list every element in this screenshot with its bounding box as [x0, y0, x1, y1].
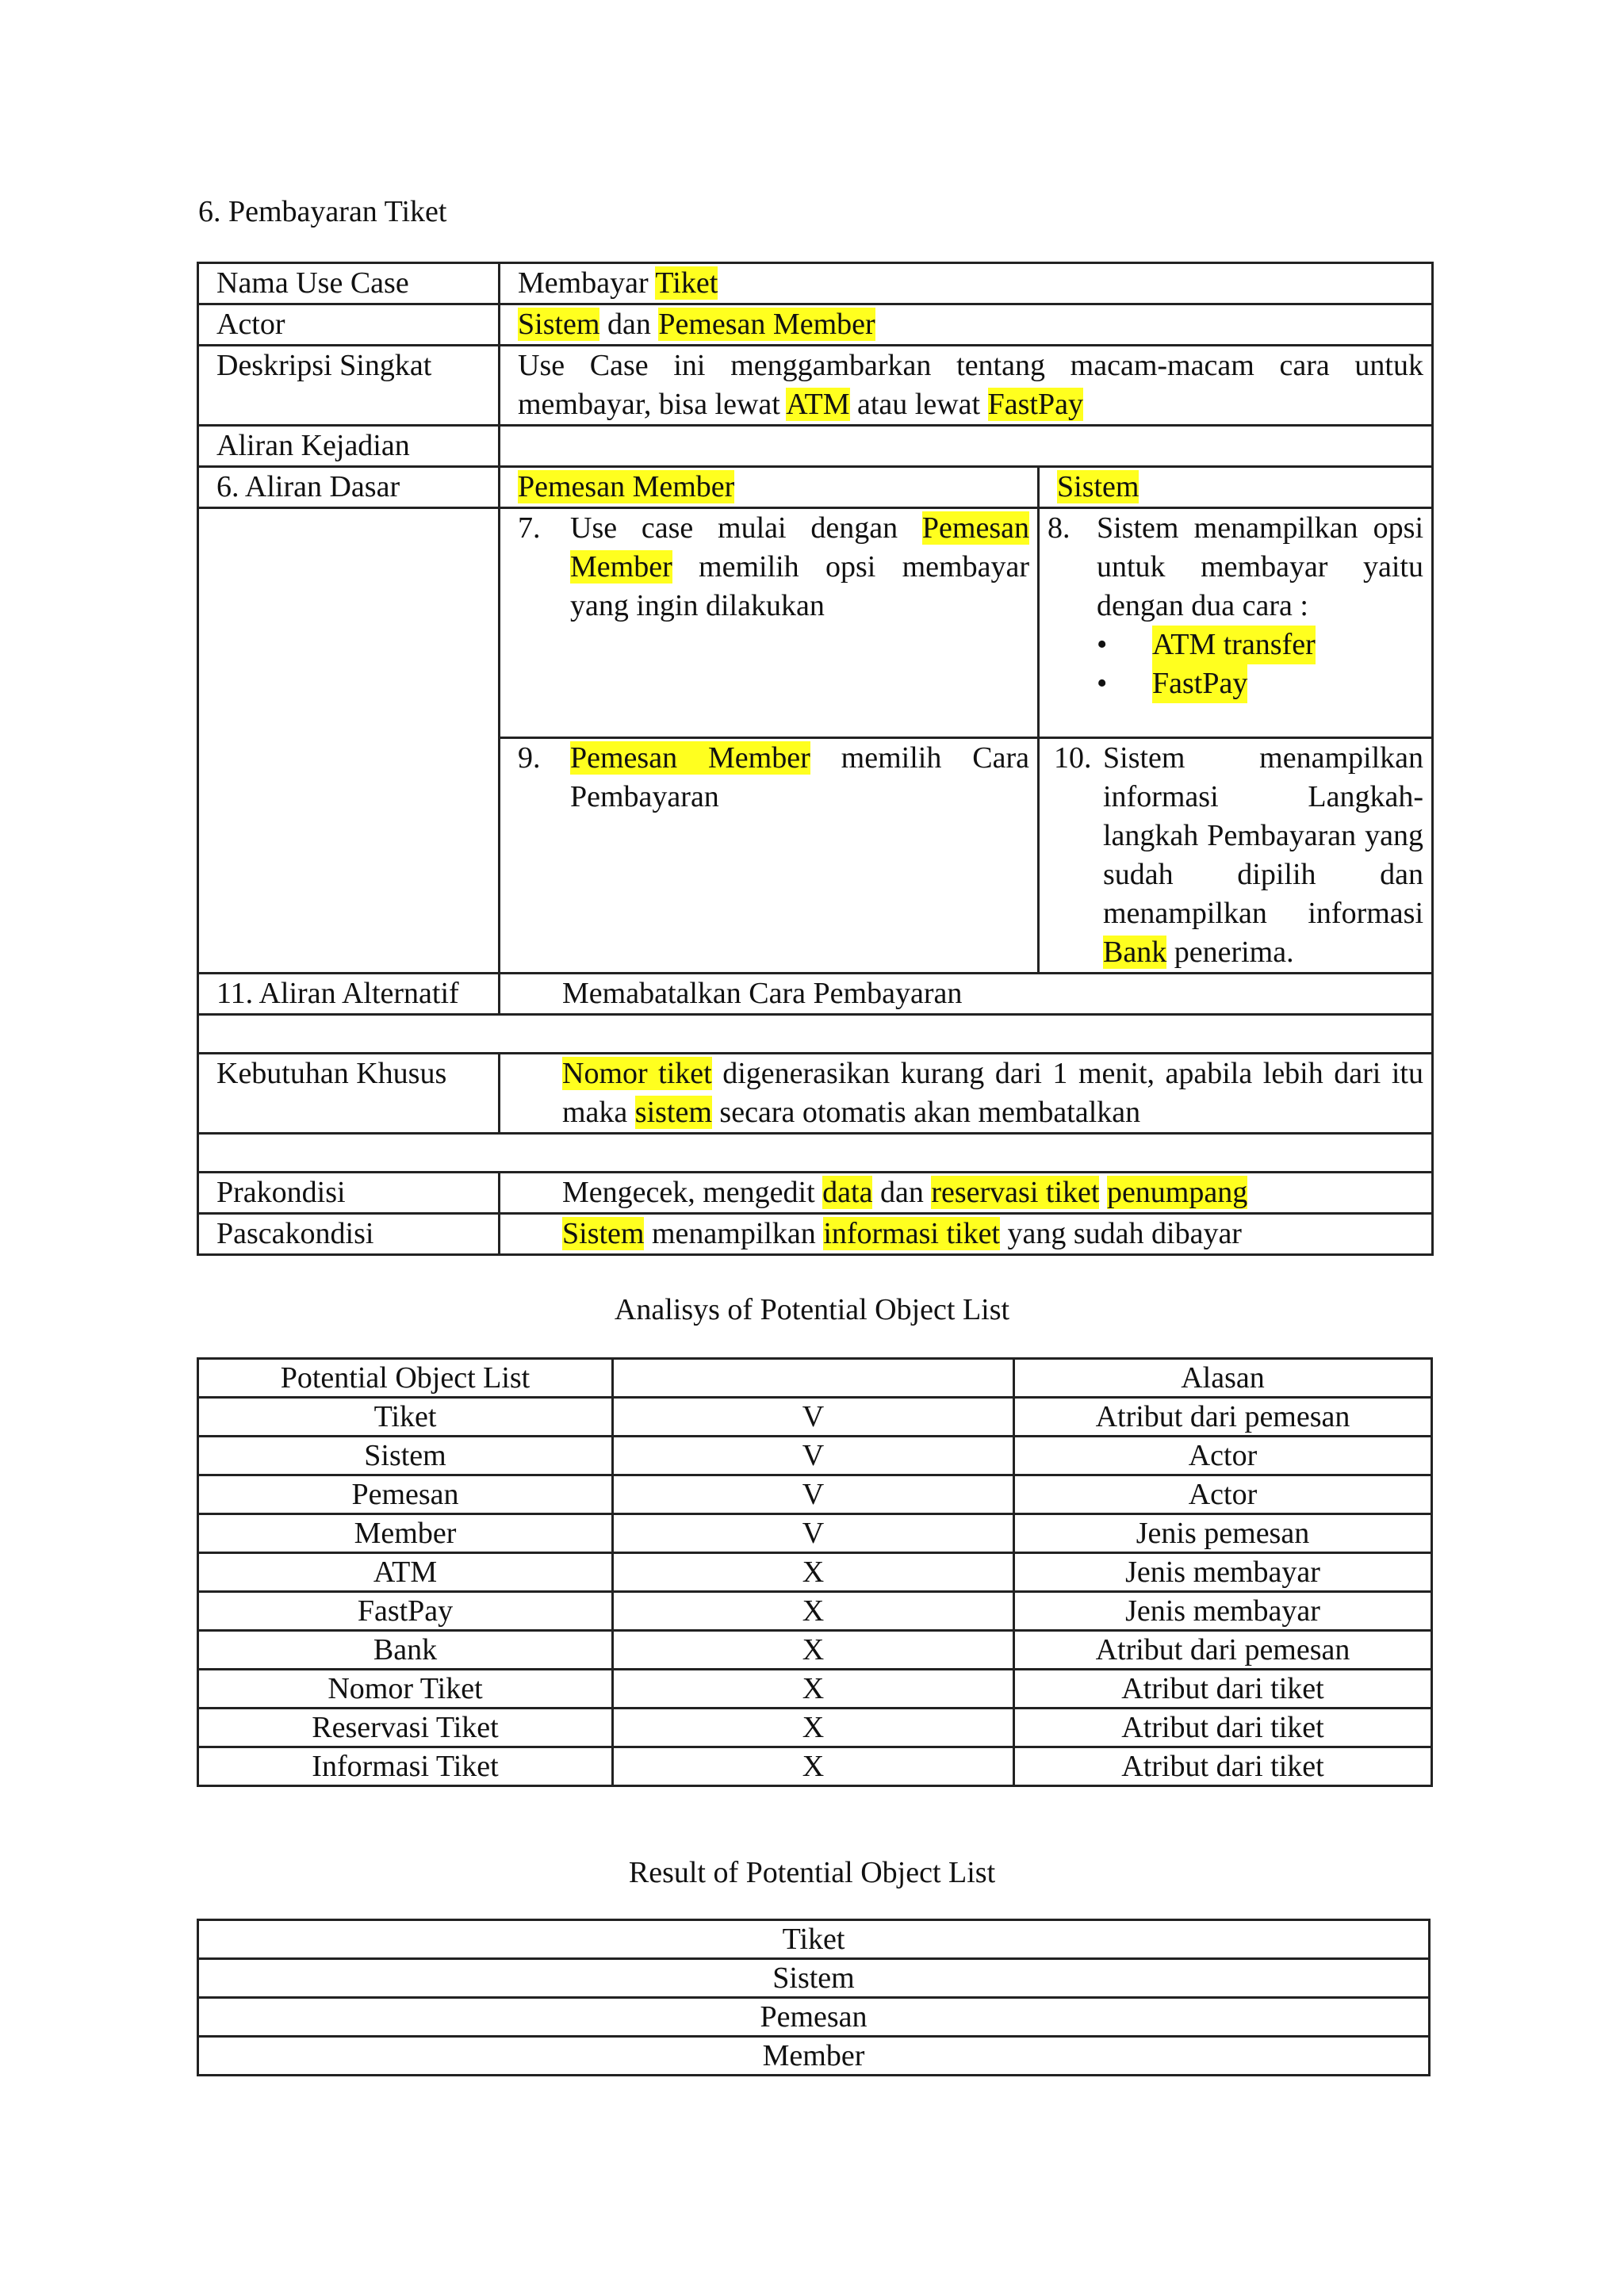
table-row — [198, 1998, 1430, 2037]
aliran-kejadian-value — [500, 426, 1433, 467]
pol-object: Nomor Tiket — [198, 1670, 613, 1709]
result-item: Pemesan — [198, 1998, 1430, 2037]
pol-alasan: Atribut dari pemesan — [1014, 1631, 1432, 1670]
col-sistem-header: Sistem — [1039, 467, 1433, 508]
pol-check: V — [613, 1475, 1014, 1514]
pol-check: V — [613, 1514, 1014, 1553]
pol-object: Informasi Tiket — [198, 1747, 613, 1786]
potential-object-table — [197, 1357, 1433, 1787]
aliran-kejadian-label: Aliran Kejadian — [198, 426, 500, 467]
pol-alasan: Jenis membayar — [1014, 1553, 1432, 1592]
pol-object: Bank — [198, 1631, 613, 1670]
pol-alasan: Jenis membayar — [1014, 1592, 1432, 1631]
prakondisi-value: Mengecek, mengedit data dan reservasi tiket penumpang — [500, 1173, 1433, 1214]
result-title: Result of Potential Object List — [628, 1856, 996, 1889]
pascakondisi-label: Pascakondisi — [198, 1214, 500, 1255]
pol-check: X — [613, 1553, 1014, 1592]
deskripsi-value: Use Case ini menggambarkan tentang macam-macam cara untuk membayar, bisa lewat ATM atau lewat FastPay — [500, 346, 1433, 426]
table-row — [198, 1592, 1432, 1631]
step-8: 8. Sistem menampilkan opsi untuk membayar yaitu dengan dua cara : • ATM transfer • FastPay — [1039, 508, 1433, 738]
pol-check: X — [613, 1747, 1014, 1786]
pascakondisi-value: Sistem menampilkan informasi tiket yang sudah dibayar — [500, 1214, 1433, 1255]
pol-header-alasan: Alasan — [1014, 1359, 1432, 1398]
table-row — [198, 1959, 1430, 1998]
pol-alasan: Jenis pemesan — [1014, 1514, 1432, 1553]
step-10: 10. Sistem menampilkan informasi Langkah-langkah Pembayaran yang sudah dipilih dan menampilkan informasi Bank penerima. — [1039, 738, 1433, 974]
pol-header-object: Potential Object List — [198, 1359, 613, 1398]
result-item: Sistem — [198, 1959, 1430, 1998]
bullet-fastpay: FastPay — [1152, 664, 1247, 703]
pol-object: Tiket — [198, 1398, 613, 1437]
step-9: 9. Pemesan Member memilih Cara Pembayaran — [500, 738, 1039, 974]
result-object-table — [197, 1919, 1431, 2076]
pol-object: Sistem — [198, 1437, 613, 1475]
bullet-icon: • — [1097, 628, 1108, 661]
analysis-title: Analisys of Potential Object List — [614, 1293, 1010, 1326]
pol-alasan: Atribut dari tiket — [1014, 1747, 1432, 1786]
pol-check: X — [613, 1631, 1014, 1670]
row-pascakondisi — [198, 1214, 1433, 1255]
pol-check: V — [613, 1398, 1014, 1437]
pol-header-check — [613, 1359, 1014, 1398]
row-aliran-alternatif — [198, 974, 1433, 1015]
table-row — [198, 1709, 1432, 1747]
row-nama-use-case — [198, 263, 1433, 304]
deskripsi-label: Deskripsi Singkat — [198, 346, 500, 426]
table-row — [198, 2037, 1430, 2076]
pol-check: V — [613, 1437, 1014, 1475]
row-steps-7-8 — [198, 508, 1433, 738]
table-row — [198, 1920, 1430, 1959]
spacer-cell — [198, 1015, 1433, 1054]
table-row — [198, 1631, 1432, 1670]
pol-object: Reservasi Tiket — [198, 1709, 613, 1747]
pol-alasan: Atribut dari tiket — [1014, 1709, 1432, 1747]
pol-check: X — [613, 1592, 1014, 1631]
pol-object: Member — [198, 1514, 613, 1553]
result-item: Tiket — [198, 1920, 1430, 1959]
pol-check: X — [613, 1670, 1014, 1709]
table-row — [198, 1747, 1432, 1786]
pol-alasan: Atribut dari pemesan — [1014, 1398, 1432, 1437]
nama-use-case-label: Nama Use Case — [198, 263, 500, 304]
pol-object: Pemesan — [198, 1475, 613, 1514]
row-kebutuhan-khusus — [198, 1054, 1433, 1134]
aliran-alternatif-label: 11. Aliran Alternatif — [198, 974, 500, 1015]
bullet-atm-transfer: ATM transfer — [1152, 626, 1316, 664]
prakondisi-label: Prakondisi — [198, 1173, 500, 1214]
row-deskripsi — [198, 346, 1433, 426]
row-spacer — [198, 1015, 1433, 1054]
pol-object: ATM — [198, 1553, 613, 1592]
aliran-dasar-label: 6. Aliran Dasar — [198, 467, 500, 508]
row-aliran-kejadian — [198, 426, 1433, 467]
table-row — [198, 1514, 1432, 1553]
table-row — [198, 1437, 1432, 1475]
table-row — [198, 1670, 1432, 1709]
kebutuhan-khusus-value: Nomor tiket digenerasikan kurang dari 1 menit, apabila lebih dari itu maka sistem secara otomatis akan membatalkan — [500, 1054, 1433, 1134]
pol-alasan: Actor — [1014, 1437, 1432, 1475]
section-heading: 6. Pembayaran Tiket — [198, 195, 447, 228]
step-7: 7. Use case mulai dengan Pemesan Member memilih opsi membayar yang ingin dilakukan — [500, 508, 1039, 738]
kebutuhan-khusus-label: Kebutuhan Khusus — [198, 1054, 500, 1134]
row-prakondisi — [198, 1173, 1433, 1214]
pol-alasan: Actor — [1014, 1475, 1432, 1514]
row-spacer-2 — [198, 1134, 1433, 1173]
aliran-dasar-empty — [198, 508, 500, 974]
spacer-cell — [198, 1134, 1433, 1173]
table-row — [198, 1475, 1432, 1514]
result-item: Member — [198, 2037, 1430, 2076]
table-row — [198, 1553, 1432, 1592]
pol-check: X — [613, 1709, 1014, 1747]
aliran-alternatif-value: Memabatalkan Cara Pembayaran — [500, 974, 1433, 1015]
row-aliran-dasar — [198, 467, 1433, 508]
table-row — [198, 1398, 1432, 1437]
col-pemesan-header: Pemesan Member — [500, 467, 1039, 508]
row-actor — [198, 304, 1433, 346]
pol-object: FastPay — [198, 1592, 613, 1631]
use-case-table — [197, 262, 1434, 1256]
pol-header-row — [198, 1359, 1432, 1398]
actor-value: Sistem dan Pemesan Member — [500, 304, 1433, 346]
nama-use-case-value: Membayar Tiket — [500, 263, 1433, 304]
bullet-icon: • — [1097, 667, 1108, 700]
pol-alasan: Atribut dari tiket — [1014, 1670, 1432, 1709]
actor-label: Actor — [198, 304, 500, 346]
